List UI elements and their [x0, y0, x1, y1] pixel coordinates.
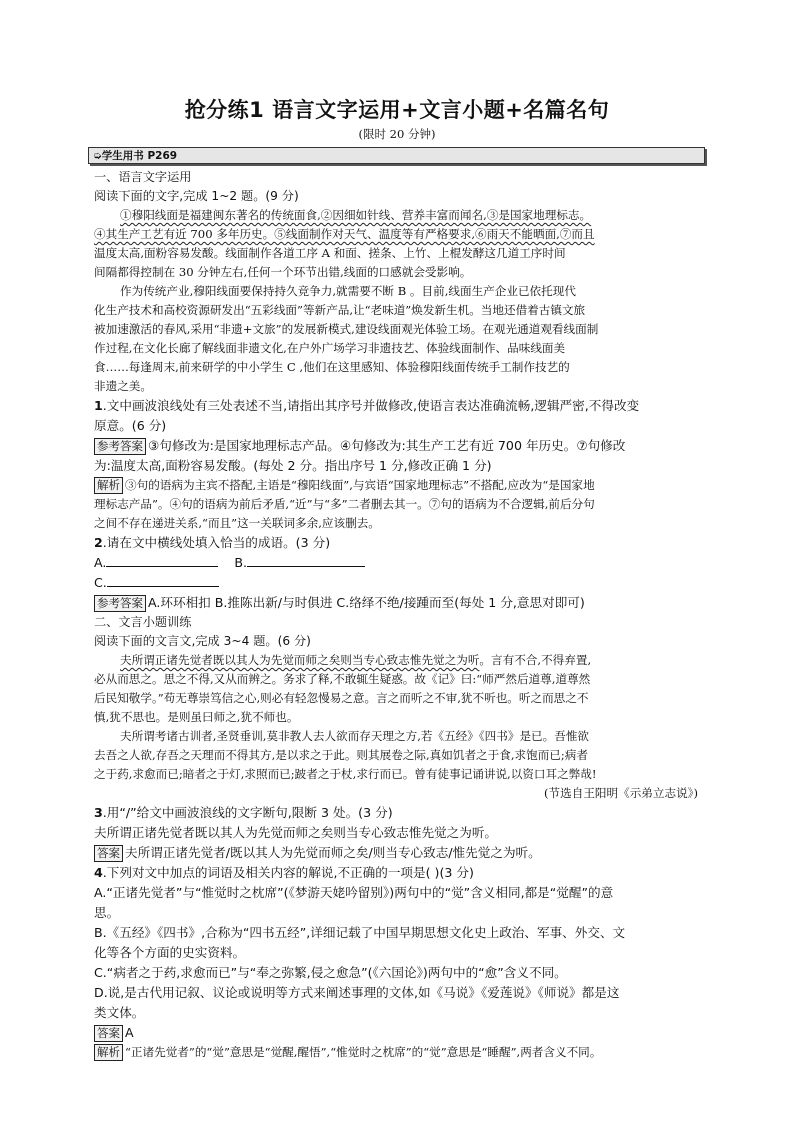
analysis-1-cont: 之间不存在递进关系,“而且”这一关联词多余,应该删去。: [94, 516, 380, 530]
answer-tag: 答案: [94, 1025, 123, 1042]
answer-text: A: [125, 1025, 134, 1040]
blank-c-field[interactable]: [107, 586, 219, 587]
blank-a-field[interactable]: [106, 566, 218, 567]
section1-heading: 一、语言文字运用: [94, 170, 192, 184]
passage1-line: ④其生产工艺有近 700 多年历史。⑤线面制作对天气、温度等有严格要求,⑥雨天不能晒面,⑦而且: [94, 227, 595, 241]
answer-tag: 参考答案: [94, 595, 146, 612]
passage2-line: 后民知敬学。”苟无尊崇笃信之心,则必有轻忽慢易之意。言之而听之不审,犹不听也。听之而思之不: [94, 691, 589, 705]
question-number: 2: [94, 535, 103, 550]
option-line: C.“病者之于药,求愈而已”与“奉之弥繁,侵之愈急”(《六国论》)两句中的“愈”含义不同。: [94, 965, 567, 980]
question-number: 3: [94, 805, 103, 820]
section2-heading: 二、文言小题训练: [94, 615, 192, 629]
blank-b-label: B.: [234, 555, 248, 570]
analysis-1: [94, 476, 698, 495]
question-number: 1: [94, 398, 103, 413]
question-number: 4: [94, 865, 103, 880]
section2-intro: 阅读下面的文言文,完成 3~4 题。(6 分): [94, 634, 311, 648]
answer-blank-c: [94, 573, 698, 593]
content: [94, 168, 698, 1062]
passage2-line: 必从而思之。思之不得,又从而辨之。务求了释,不敢辄生疑惑。故《记》曰:“师严然后道尊,道尊然: [94, 672, 591, 686]
answer-text: ③句修改为:是国家地理标志产品。④句修改为:其生产工艺有近 700 年历史。⑦句修改: [148, 438, 626, 453]
option-line: D.说,是古代用记叙、议论或说明等方式来阐述事理的文体,如《马说》《爱莲说》《师说》都是这: [94, 985, 620, 1000]
option-line: B.《五经》《四书》,合称为“四书五经”,详细记载了中国早期思想文化史上政治、军事、外交、文: [94, 925, 626, 940]
question-4: [94, 863, 698, 883]
passage1-line: 间隔都得控制在 30 分钟左右,任何一个环节出错,线面的口感就会受影响。: [94, 265, 472, 279]
passage1-line: 非遗之美。: [94, 379, 152, 393]
answer-blanks-ab: [94, 553, 698, 573]
blank-a-label: A.: [94, 555, 107, 570]
option-line: A.“正诸先觉者”与“惟觉时之枕席”(《梦游天姥吟留别》)两句中的“觉”含义相同,都是“觉醒”的意: [94, 885, 614, 900]
book-reference-bar: ➭学生用书 P269: [88, 147, 705, 164]
passage1-line: ①穆阳线面是福建闽东著名的传统面食,②因细如针线、营养丰富而闻名,③是国家地理标志。: [120, 208, 592, 222]
passage2-line: 去吾之人欲,存吾之天理而不得其方,是以求之于此。则其展卷之际,真如饥者之于食,求饱而已;病者: [94, 748, 588, 762]
option-line: 思。: [94, 905, 120, 920]
passage2-source: (节选自王阳明《示弟立志说》): [544, 786, 698, 800]
question-text: .下列对文中加点的词语及相关内容的解说,不正确的一项是( )(3 分): [102, 865, 474, 880]
question-text: .请在文中横线处填入恰当的成语。(3 分): [102, 535, 331, 550]
section1-passage: [94, 206, 698, 396]
analysis-4: [94, 1043, 698, 1062]
answer-1: [94, 436, 698, 456]
passage1-line: 被加速激活的春风,采用“非遗+文旅”的发展新模式,建设线面观光体验工场。在观光通道观看线面制: [94, 322, 599, 336]
passage1-line: 作为传统产业,穆阳线面要保持持久竞争力,就需要不断 B 。目前,线面生产企业已依托现代: [120, 284, 576, 298]
question-3: [94, 803, 698, 823]
page-title: 抢分练1 语言文字运用+文言小题+名篇名句: [184, 98, 610, 122]
passage2-line: 。言有不合,不得弃置,: [479, 653, 592, 667]
blank-b-field[interactable]: [247, 566, 365, 567]
option-line: 类文体。: [94, 1005, 145, 1020]
time-limit: (限时 20 分钟): [358, 127, 436, 141]
answer-tag: 参考答案: [94, 438, 146, 455]
blank-c-label: C.: [94, 575, 107, 590]
answer-4: [94, 1023, 698, 1043]
passage2-wavy: 夫所谓正诸先觉者既以其人为先觉而师之矣则当专心致志惟先觉之为听: [120, 653, 480, 667]
option-line: 化等各个方面的史实资料。: [94, 945, 246, 960]
passage2-line: 慎,犹不思也。是则虽曰师之,犹不师也。: [94, 710, 299, 724]
analysis-text: ③句的语病为主宾不搭配,主语是“穆阳线面”,与宾语“国家地理标志”不搭配,应改为“是国家地: [125, 478, 595, 492]
question-text: .用“/”给文中画波浪线的文字断句,限断 3 处。(3 分): [102, 805, 393, 820]
passage1-line: 化生产技术和高校资源研发出“五彩线面”等新产品,让“老味道”焕发新生机。当地还借着古镇文旅: [94, 303, 586, 317]
passage1-line: 作过程,在文化长廊了解线面非遗文化,在户外广场学习非遗技艺、体验线面制作、品味线面美: [94, 341, 566, 355]
section1-intro: 阅读下面的文字,完成 1~2 题。(9 分): [94, 189, 299, 203]
question-1: [94, 396, 698, 416]
answer-text: 夫所谓正诸先觉者/既以其人为先觉而师之矣/则当专心致志/惟先觉之为听。: [125, 845, 541, 860]
answer-2: [94, 593, 698, 613]
question-2: [94, 533, 698, 553]
question-1-cont: 原意。(6 分): [94, 418, 167, 433]
answer-3: [94, 843, 698, 863]
section2-passage: [94, 651, 698, 803]
analysis-1-cont: 理标志产品”。④句的语病为前后矛盾,“近”与“多”二者删去其一。⑦句的语病为不合逻辑,前后分句: [94, 497, 595, 511]
question-3-line: 夫所谓正诸先觉者既以其人为先觉而师之矣则当专心致志惟先觉之为听。: [94, 825, 497, 840]
passage1-line: 食……每逢周末,前来研学的中小学生 C ,他们在这里感知、体验穆阳线面传统手工制作技艺的: [94, 360, 570, 374]
passage1-line: 温度太高,面粉容易发酸。线面制作各道工序 A 和面、搓条、上竹、上棍发酵这几道工序时间: [94, 246, 566, 260]
question-text: .文中画波浪线处有三处表述不当,请指出其序号并做修改,使语言表达准确流畅,逻辑严密,不得改变: [102, 398, 640, 413]
analysis-text: “正诸先觉者”的“觉”意思是“觉醒,醒悟”,“惟觉时之枕席”的“觉”意思是“睡醒”,两者含义不同。: [125, 1045, 602, 1059]
passage2-line: 之于药,求愈而已;暗者之于灯,求照而已;跛者之于杖,求行而已。曾有徒事记诵讲说,以资口耳之弊哉!: [94, 767, 597, 781]
answer-1-cont: 为:温度太高,面粉容易发酸。(每处 2 分。指出序号 1 分,修改正确 1 分): [94, 458, 492, 473]
analysis-tag: 解析: [94, 477, 123, 494]
answer-tag: 答案: [94, 845, 123, 862]
passage2-line: 夫所谓考诸古训者,圣贤垂训,莫非教人去人欲而存天理之方,若《五经》《四书》是已。吾惟欲: [120, 729, 590, 743]
analysis-tag: 解析: [94, 1044, 123, 1061]
answer-text: A.环环相扣 B.推陈出新/与时俱进 C.络绎不绝/接踵而至(每处 1 分,意思对即可): [148, 595, 585, 610]
